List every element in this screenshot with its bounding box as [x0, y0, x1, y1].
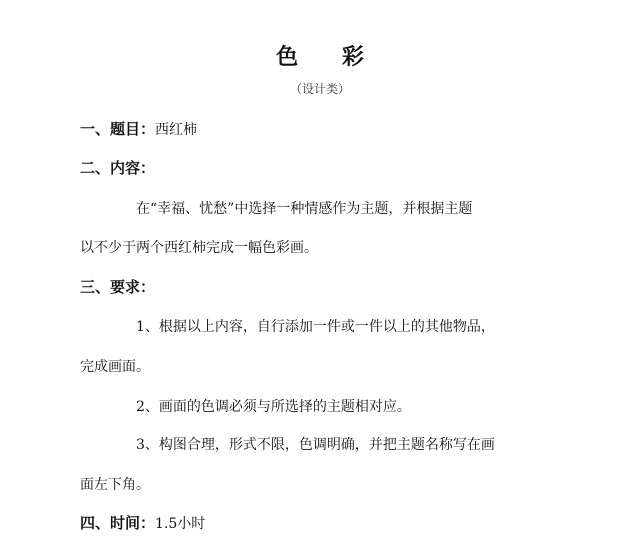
section-topic-label: 一、题目： — [80, 120, 156, 138]
requirement-item3-line2: 面左下角。 — [80, 477, 150, 493]
section-requirements-label: 三、要求： — [80, 278, 156, 296]
section-time — [80, 512, 580, 533]
section-time-label: 四、时间： — [80, 514, 156, 532]
requirement-item3-line1: 3、构图合理，形式不限，色调明确，并把主题名称写在画 — [136, 437, 495, 453]
requirement-item1-line2: 完成画面。 — [80, 359, 150, 375]
requirement-item1-line1: 1、根据以上内容，自行添加一件或一件以上的其他物品， — [136, 319, 495, 335]
section-time-value: 1.5小时 — [155, 516, 206, 532]
section-topic-value: 西红柿 — [155, 122, 198, 138]
requirement-item2: 2、画面的色调必须与所选择的主题相对应。 — [136, 399, 411, 415]
section-topic — [80, 118, 580, 139]
content-paragraph-line2: 以不少于两个西红柿完成一幅色彩画。 — [80, 240, 318, 256]
section-content — [80, 157, 580, 178]
section-requirements — [80, 276, 580, 297]
content-paragraph-line1: 在“幸福、忧愁”中选择一种情感作为主题，并根据主题 — [136, 201, 473, 217]
section-content-label: 二、内容： — [80, 159, 156, 177]
document-subtitle: （设计类） — [289, 82, 350, 96]
document-title: 色 彩 — [276, 44, 382, 70]
